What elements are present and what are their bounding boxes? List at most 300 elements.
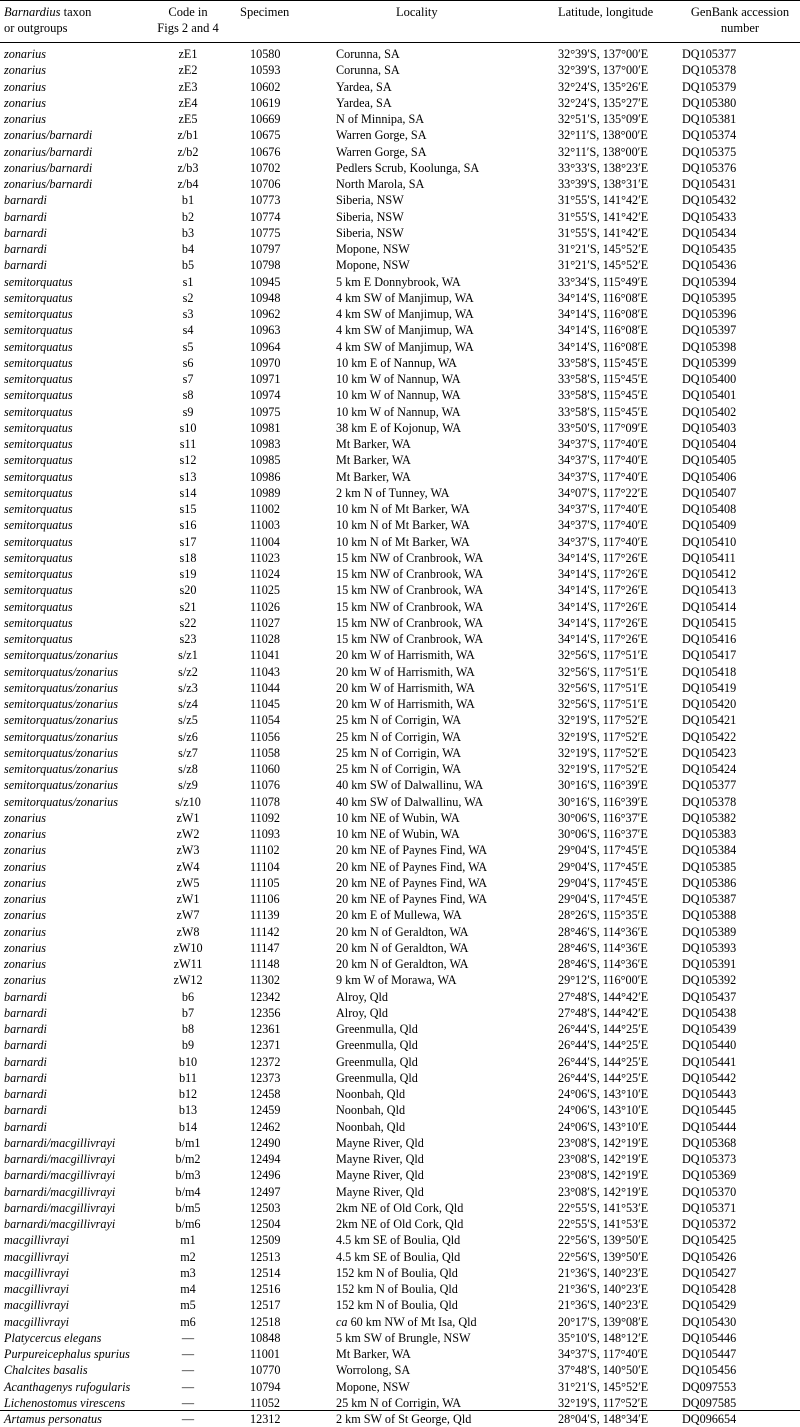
table-row xyxy=(0,1314,800,1330)
accession-cell: DQ105382 xyxy=(682,810,737,825)
accession-cell: DQ105417 xyxy=(682,648,737,663)
table-row xyxy=(0,1297,800,1313)
latlon-cell: 32°51′S, 135°09′E xyxy=(558,112,649,126)
table-row xyxy=(0,907,800,923)
specimen-cell: 11139 xyxy=(250,908,280,923)
specimen-cell: 12372 xyxy=(250,1054,281,1069)
table-row xyxy=(0,1265,800,1281)
accession-cell: DQ105447 xyxy=(682,1347,737,1361)
code-cell: z/b1 xyxy=(177,128,199,143)
locality-cell: 4 km SW of Manjimup, WA xyxy=(336,323,474,338)
taxon-cell: semitorquatus xyxy=(4,339,73,354)
specimen-cell: 12496 xyxy=(250,1168,281,1183)
accession-cell: DQ105376 xyxy=(682,160,737,175)
specimen-cell: 10945 xyxy=(250,274,281,289)
table-row xyxy=(0,777,800,793)
code-cell: s12 xyxy=(179,453,197,468)
taxon-cell: barnardi xyxy=(4,1070,47,1085)
specimen-cell: 10986 xyxy=(250,469,281,484)
code-cell: s/z7 xyxy=(178,745,198,760)
accession-cell: DQ105407 xyxy=(682,485,737,500)
table-row xyxy=(0,355,800,371)
code-cell: s4 xyxy=(182,323,194,338)
accession-cell: DQ105430 xyxy=(682,1314,737,1329)
table-row xyxy=(0,387,800,403)
taxon-cell: barnardi xyxy=(4,258,47,273)
header-rule xyxy=(0,42,800,43)
code-cell: s/z2 xyxy=(178,664,198,679)
table-row xyxy=(0,696,800,712)
latlon-cell: 32°56′S, 117°51′E xyxy=(558,697,648,711)
table-row xyxy=(0,1184,800,1200)
taxon-cell: semitorquatus/zonarius xyxy=(4,648,118,663)
taxon-cell: semitorquatus xyxy=(4,485,73,500)
table-row xyxy=(0,1054,800,1070)
code-cell: zE2 xyxy=(178,63,198,78)
code-cell: s7 xyxy=(182,372,194,386)
code-cell: — xyxy=(181,1412,195,1426)
code-cell: s/z8 xyxy=(178,762,198,776)
code-cell: m1 xyxy=(180,1233,196,1248)
accession-cell: DQ096654 xyxy=(682,1412,737,1426)
locality-cell: Mayne River, Qld xyxy=(336,1152,424,1166)
latlon-cell: 32°39′S, 137°00′E xyxy=(558,63,649,78)
locality-cell: Siberia, NSW xyxy=(336,193,404,208)
locality-cell: 5 km SW of Brungle, NSW xyxy=(336,1330,471,1345)
table-row xyxy=(0,1005,800,1021)
specimen-cell: 10974 xyxy=(250,388,281,403)
taxon-cell: zonarius xyxy=(4,973,46,988)
taxon-cell: semitorquatus xyxy=(4,502,73,516)
code-cell: s3 xyxy=(182,307,194,321)
code-cell: zW7 xyxy=(176,908,200,923)
code-cell: s11 xyxy=(179,437,197,451)
taxon-cell: Chalcites basalis xyxy=(4,1363,88,1378)
specimen-cell: 12361 xyxy=(250,1022,281,1036)
header-taxon xyxy=(4,4,91,36)
accession-cell: DQ105378 xyxy=(682,794,737,809)
taxon-cell: zonarius xyxy=(4,859,46,874)
locality-cell: Mt Barker, WA xyxy=(336,469,411,484)
latlon-cell: 32°56′S, 117°51′E xyxy=(558,648,648,663)
locality-cell: 10 km W of Nannup, WA xyxy=(336,388,461,403)
table-row xyxy=(0,501,800,517)
specimen-cell: 10773 xyxy=(250,193,281,208)
latlon-cell: 34°14′S, 117°26′E xyxy=(558,599,648,614)
specimen-cell: 11024 xyxy=(250,567,281,581)
locality-cell: 10 km N of Mt Barker, WA xyxy=(336,518,470,533)
locality-cell: 15 km NW of Cranbrook, WA xyxy=(336,550,484,565)
taxon-cell: semitorquatus xyxy=(4,567,73,581)
latlon-cell: 33°39′S, 138°31′E xyxy=(558,177,649,191)
accession-cell: DQ105427 xyxy=(682,1265,737,1280)
taxon-cell: macgillivrayi xyxy=(4,1249,69,1264)
latlon-cell: 34°37′S, 117°40′E xyxy=(558,534,648,549)
latlon-cell: 33°58′S, 115°45′E xyxy=(558,388,648,403)
locality-cell: Yardea, SA xyxy=(336,79,392,94)
locality-cell: 20 km NE of Paynes Find, WA xyxy=(336,843,488,858)
table-row xyxy=(0,1330,800,1346)
code-cell: zW12 xyxy=(173,973,203,988)
specimen-cell: 11028 xyxy=(250,632,281,646)
accession-cell: DQ105397 xyxy=(682,323,737,338)
accession-cell: DQ105439 xyxy=(682,1022,737,1036)
locality-cell: 20 km N of Geraldton, WA xyxy=(336,957,469,971)
accession-cell: DQ105428 xyxy=(682,1282,737,1296)
table-row xyxy=(0,176,800,192)
accession-cell: DQ105394 xyxy=(682,274,737,289)
code-cell: m3 xyxy=(180,1265,196,1280)
locality-cell: 4 km SW of Manjimup, WA xyxy=(336,290,474,305)
latlon-cell: 24°06′S, 143°10′E xyxy=(558,1087,649,1101)
code-cell: b/m1 xyxy=(175,1135,201,1150)
code-cell: s2 xyxy=(182,290,194,305)
specimen-cell: 10983 xyxy=(250,437,281,451)
specimen-cell: 10948 xyxy=(250,290,281,305)
table-row xyxy=(0,631,800,647)
locality-cell: 10 km W of Nannup, WA xyxy=(336,372,461,386)
table-row xyxy=(0,225,800,241)
table-row xyxy=(0,1281,800,1297)
locality-cell: Greenmulla, Qld xyxy=(336,1022,418,1036)
header-code xyxy=(150,4,226,36)
header-taxon-word: taxon xyxy=(60,5,92,19)
accession-cell: DQ105414 xyxy=(682,599,737,614)
specimen-cell: 10971 xyxy=(250,372,281,386)
code-cell: m6 xyxy=(180,1314,196,1329)
code-cell: s21 xyxy=(179,599,197,614)
latlon-cell: 29°04′S, 117°45′E xyxy=(558,875,648,890)
locality-cell: 10 km W of Nannup, WA xyxy=(336,404,461,419)
code-cell: b10 xyxy=(178,1054,198,1069)
header-accession-line1: GenBank accession xyxy=(690,5,790,19)
latlon-cell: 22°56′S, 139°50′E xyxy=(558,1233,649,1248)
taxon-cell: barnardi xyxy=(4,1054,47,1069)
accession-cell: DQ105387 xyxy=(682,892,737,906)
specimen-cell: 11001 xyxy=(250,1347,281,1361)
latlon-cell: 30°16′S, 116°39′E xyxy=(558,778,648,793)
code-cell: b/m4 xyxy=(175,1184,201,1199)
taxon-cell: semitorquatus xyxy=(4,437,73,451)
table-row xyxy=(0,534,800,550)
table-row xyxy=(0,62,800,78)
latlon-cell: 31°55′S, 141°42′E xyxy=(558,193,649,208)
accession-cell: DQ105378 xyxy=(682,63,737,78)
locality-cell: 38 km E of Kojonup, WA xyxy=(336,420,462,435)
latlon-cell: 33°33′S, 138°23′E xyxy=(558,160,649,175)
latlon-cell: 29°12′S, 116°00′E xyxy=(558,973,648,988)
latlon-cell: 32°19′S, 117°52′E xyxy=(558,1395,648,1410)
taxon-cell: zonarius xyxy=(4,957,46,971)
locality-cell: 9 km W of Morawa, WA xyxy=(336,973,457,988)
table-row xyxy=(0,517,800,533)
table-row xyxy=(0,192,800,208)
code-cell: s/z6 xyxy=(178,729,198,744)
taxon-cell: semitorquatus/zonarius xyxy=(4,713,118,728)
accession-cell: DQ105377 xyxy=(682,47,737,61)
taxon-cell: zonarius/barnardi xyxy=(4,160,93,175)
latlon-cell: 34°14′S, 117°26′E xyxy=(558,615,648,630)
table-row xyxy=(0,761,800,777)
taxon-cell: macgillivrayi xyxy=(4,1282,69,1296)
taxon-cell: semitorquatus xyxy=(4,420,73,435)
code-cell: zW8 xyxy=(176,924,200,939)
accession-cell: DQ105410 xyxy=(682,534,737,549)
latlon-cell: 28°46′S, 114°36′E xyxy=(558,924,648,939)
code-cell: — xyxy=(181,1347,195,1361)
code-cell: b1 xyxy=(181,193,195,208)
taxon-cell: barnardi/macgillivrayi xyxy=(4,1152,116,1166)
locality-cell: 15 km NW of Cranbrook, WA xyxy=(336,632,484,646)
locality-cell: Mayne River, Qld xyxy=(336,1135,424,1150)
accession-cell: DQ097585 xyxy=(682,1395,737,1410)
code-cell: b/m2 xyxy=(175,1152,201,1166)
locality-cell: 25 km N of Corrigin, WA xyxy=(336,762,462,776)
accession-cell: DQ105383 xyxy=(682,827,737,841)
accession-cell: DQ105384 xyxy=(682,843,737,858)
taxon-cell: semitorquatus/zonarius xyxy=(4,762,118,776)
accession-cell: DQ105401 xyxy=(682,388,737,403)
accession-cell: DQ105438 xyxy=(682,1005,737,1020)
taxon-cell: semitorquatus/zonarius xyxy=(4,778,118,793)
taxon-cell: barnardi xyxy=(4,1119,47,1134)
taxon-cell: barnardi xyxy=(4,1103,47,1118)
locality-cell: 25 km N of Corrigin, WA xyxy=(336,729,462,744)
accession-cell: DQ105369 xyxy=(682,1168,737,1183)
code-cell: zE4 xyxy=(178,95,198,110)
latlon-cell: 23°08′S, 142°19′E xyxy=(558,1152,649,1166)
specimen-cell: 12342 xyxy=(250,989,281,1004)
accession-cell: DQ105419 xyxy=(682,680,737,695)
latlon-cell: 33°50′S, 117°09′E xyxy=(558,420,648,435)
code-cell: s15 xyxy=(179,502,197,516)
table-row xyxy=(0,1346,800,1362)
code-cell: zW10 xyxy=(173,940,203,955)
accession-cell: DQ105368 xyxy=(682,1135,737,1150)
latlon-cell: 29°04′S, 117°45′E xyxy=(558,892,648,906)
latlon-cell: 26°44′S, 144°25′E xyxy=(558,1038,649,1053)
code-cell: zE5 xyxy=(178,112,198,126)
latlon-cell: 28°04′S, 148°34′E xyxy=(558,1412,649,1426)
accession-cell: DQ105413 xyxy=(682,583,737,598)
latlon-cell: 27°48′S, 144°42′E xyxy=(558,1005,649,1020)
locality-cell: 2km NE of Old Cork, Qld xyxy=(336,1217,464,1231)
locality-cell: 5 km E Donnybrook, WA xyxy=(336,274,461,289)
header-code-line2: Figs 2 and 4 xyxy=(157,21,219,35)
specimen-cell: 12458 xyxy=(250,1087,281,1101)
taxon-cell: zonarius xyxy=(4,47,46,61)
locality-cell: Noonbah, Qld xyxy=(336,1119,406,1134)
specimen-cell: 11054 xyxy=(250,713,281,728)
specimen-cell: 11043 xyxy=(250,664,281,679)
taxon-cell: semitorquatus xyxy=(4,274,73,289)
taxon-cell: Lichenostomus virescens xyxy=(4,1395,126,1410)
locality-cell: 2km NE of Old Cork, Qld xyxy=(336,1200,464,1215)
accession-cell: DQ105373 xyxy=(682,1152,737,1166)
locality-cell: 2 km SW of St George, Qld xyxy=(336,1412,472,1426)
latlon-cell: 31°21′S, 145°52′E xyxy=(558,1379,649,1394)
locality-cell: Worrolong, SA xyxy=(336,1363,411,1378)
table-row xyxy=(0,241,800,257)
taxon-cell: semitorquatus xyxy=(4,372,73,386)
locality-cell: 10 km NE of Wubin, WA xyxy=(336,810,460,825)
locality-cell: 15 km NW of Cranbrook, WA xyxy=(336,567,484,581)
code-cell: — xyxy=(181,1330,195,1345)
accession-cell: DQ105408 xyxy=(682,502,737,516)
taxon-cell: semitorquatus xyxy=(4,404,73,419)
accession-cell: DQ105443 xyxy=(682,1087,737,1101)
table-row xyxy=(0,1151,800,1167)
code-cell: — xyxy=(181,1379,195,1394)
specimen-cell: 10962 xyxy=(250,307,281,321)
locality-cell: 15 km NW of Cranbrook, WA xyxy=(336,615,484,630)
accession-cell: DQ105435 xyxy=(682,242,737,256)
table-row xyxy=(0,420,800,436)
locality-cell: Noonbah, Qld xyxy=(336,1087,406,1101)
accession-cell: DQ105402 xyxy=(682,404,737,419)
specimen-cell: 11044 xyxy=(250,680,281,695)
taxon-cell: semitorquatus xyxy=(4,388,73,403)
accession-cell: DQ105441 xyxy=(682,1054,737,1069)
taxon-cell: semitorquatus xyxy=(4,534,73,549)
specimen-cell: 12373 xyxy=(250,1070,281,1085)
locality-cell: Siberia, NSW xyxy=(336,209,404,224)
specimen-cell: 11052 xyxy=(250,1395,281,1410)
accession-cell: DQ097553 xyxy=(682,1379,737,1394)
locality-cell: 15 km NW of Cranbrook, WA xyxy=(336,599,484,614)
latlon-cell: 32°11′S, 138°00′E xyxy=(558,128,648,143)
locality-cell: 20 km NE of Paynes Find, WA xyxy=(336,859,488,874)
table-row xyxy=(0,485,800,501)
latlon-cell: 35°10′S, 148°12′E xyxy=(558,1330,649,1345)
latlon-cell: 33°58′S, 115°45′E xyxy=(558,355,648,370)
specimen-cell: 10593 xyxy=(250,63,281,78)
table-row xyxy=(0,46,800,62)
taxon-cell: semitorquatus xyxy=(4,469,73,484)
specimen-cell: 11004 xyxy=(250,534,281,549)
taxon-cell: semitorquatus xyxy=(4,550,73,565)
latlon-cell: 28°26′S, 115°35′E xyxy=(558,908,648,923)
taxon-cell: zonarius xyxy=(4,95,46,110)
code-cell: s1 xyxy=(182,274,194,289)
locality-cell: 152 km N of Boulia, Qld xyxy=(336,1265,458,1280)
accession-cell: DQ105424 xyxy=(682,762,737,776)
header-accession-line2: number xyxy=(720,21,760,35)
latlon-cell: 32°19′S, 117°52′E xyxy=(558,745,648,760)
table-row xyxy=(0,1395,800,1411)
table-row xyxy=(0,680,800,696)
taxon-cell: semitorquatus xyxy=(4,290,73,305)
specimen-cell: 10970 xyxy=(250,355,281,370)
taxon-cell: barnardi xyxy=(4,209,47,224)
table-row xyxy=(0,95,800,111)
accession-cell: DQ105412 xyxy=(682,567,737,581)
accession-cell: DQ105396 xyxy=(682,307,737,321)
locality-cell: 20 km W of Harrismith, WA xyxy=(336,648,475,663)
code-cell: s6 xyxy=(182,355,194,370)
taxon-cell: semitorquatus/zonarius xyxy=(4,697,118,711)
locality-cell: 10 km N of Mt Barker, WA xyxy=(336,534,470,549)
code-cell: b/m3 xyxy=(175,1168,201,1183)
table-row xyxy=(0,745,800,761)
code-cell: zE3 xyxy=(178,79,198,94)
accession-cell: DQ105415 xyxy=(682,615,737,630)
specimen-cell: 11148 xyxy=(250,957,280,971)
specimen-cell: 11147 xyxy=(250,940,280,955)
latlon-cell: 34°37′S, 117°40′E xyxy=(558,453,648,468)
header-accession xyxy=(682,4,798,36)
latlon-cell: 32°24′S, 135°27′E xyxy=(558,95,649,110)
table-row xyxy=(0,371,800,387)
code-cell: zW1 xyxy=(176,892,200,906)
locality-cell: 20 km W of Harrismith, WA xyxy=(336,680,475,695)
table-row xyxy=(0,582,800,598)
accession-cell: DQ105404 xyxy=(682,437,737,451)
latlon-cell: 32°19′S, 117°52′E xyxy=(558,713,648,728)
code-cell: m4 xyxy=(180,1282,196,1296)
taxon-cell: macgillivrayi xyxy=(4,1265,69,1280)
latlon-cell: 30°06′S, 116°37′E xyxy=(558,810,648,825)
specimen-cell: 12504 xyxy=(250,1217,281,1231)
table-row xyxy=(0,924,800,940)
locality-cell: Mopone, NSW xyxy=(336,258,410,273)
specimen-cell: 10775 xyxy=(250,225,281,240)
table-row xyxy=(0,1167,800,1183)
specimen-cell: 11142 xyxy=(250,924,280,939)
latlon-cell: 22°56′S, 139°50′E xyxy=(558,1249,649,1264)
specimen-cell: 12494 xyxy=(250,1152,281,1166)
latlon-cell: 34°37′S, 117°40′E xyxy=(558,1347,648,1361)
accession-cell: DQ105442 xyxy=(682,1070,737,1085)
table-row xyxy=(0,1086,800,1102)
locality-cell: Mt Barker, WA xyxy=(336,437,411,451)
specimen-cell: 10989 xyxy=(250,485,281,500)
taxon-cell: semitorquatus xyxy=(4,453,73,468)
locality-cell: Mayne River, Qld xyxy=(336,1168,424,1183)
table-row xyxy=(0,404,800,420)
taxon-cell: semitorquatus/zonarius xyxy=(4,794,118,809)
locality-cell: 40 km SW of Dalwallinu, WA xyxy=(336,778,484,793)
specimen-cell: 11078 xyxy=(250,794,281,809)
table-row xyxy=(0,1249,800,1265)
latlon-cell: 32°56′S, 117°51′E xyxy=(558,680,648,695)
table-row xyxy=(0,826,800,842)
code-cell: b12 xyxy=(178,1087,198,1101)
taxon-cell: macgillivrayi xyxy=(4,1314,69,1329)
specimen-cell: 10774 xyxy=(250,209,281,224)
code-cell: s5 xyxy=(182,339,194,354)
specimen-cell: 11045 xyxy=(250,697,281,711)
latlon-cell: 32°56′S, 117°51′E xyxy=(558,664,648,679)
accession-cell: DQ105418 xyxy=(682,664,737,679)
taxon-cell: zonarius/barnardi xyxy=(4,128,93,143)
accession-cell: DQ105371 xyxy=(682,1200,737,1215)
specimen-cell: 12503 xyxy=(250,1200,281,1215)
specimen-cell: 11060 xyxy=(250,762,281,776)
table-row xyxy=(0,664,800,680)
table-row xyxy=(0,729,800,745)
latlon-cell: 21°36′S, 140°23′E xyxy=(558,1265,649,1280)
specimen-cell: 10619 xyxy=(250,95,281,110)
table-row xyxy=(0,956,800,972)
code-cell: s17 xyxy=(179,534,197,549)
latlon-cell: 23°08′S, 142°19′E xyxy=(558,1168,649,1183)
table-row xyxy=(0,875,800,891)
code-cell: m5 xyxy=(180,1298,196,1313)
specimen-cell: 12514 xyxy=(250,1265,281,1280)
taxon-cell: Acanthagenys rufogularis xyxy=(4,1379,131,1394)
taxon-cell: semitorquatus xyxy=(4,355,73,370)
